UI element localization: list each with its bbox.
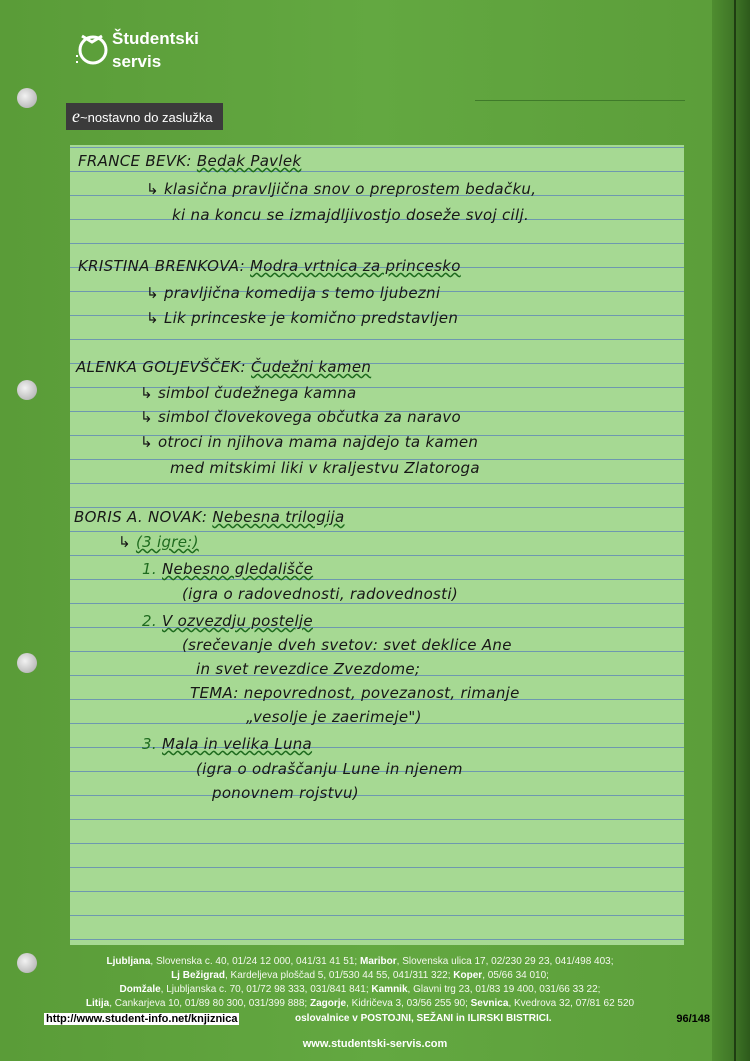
offices-note: oslovalnice v POSTOJNI, SEŽANI in ILIRSKI BISTRICI. <box>295 1013 552 1024</box>
paper-rule <box>70 483 684 484</box>
address-line: Domžale, Ljubljanska c. 70, 01/72 98 333, 031/841 841; Kamnik, Glavni trg 23, 01/83 19 400, 031/66 33 22; <box>119 984 601 995</box>
paper-rule <box>70 819 684 820</box>
work-title: Čudežni kamen <box>250 358 372 376</box>
note-line: ↳ simbol človekovega občutka za naravo <box>140 408 462 426</box>
note-line <box>190 684 520 702</box>
note-line: (igra o radovednosti, radovednosti) <box>182 585 458 603</box>
tagline-e: e <box>72 106 80 126</box>
tagline-text: ~nostavno do zaslužka <box>80 110 213 125</box>
note-line: ↳ pravljična komedija s temo ljubezni <box>146 284 441 302</box>
paper-rule <box>70 795 684 796</box>
punch-hole <box>17 653 37 673</box>
item-number: 2. <box>142 612 157 630</box>
note-text: otroci in njihova mama najdejo ta kamen <box>157 433 479 451</box>
work-title: Bedak Pavlek <box>196 152 302 170</box>
list-item <box>142 735 312 753</box>
paper-rule <box>70 171 684 172</box>
item-number: 3. <box>142 735 157 753</box>
address-line: Ljubljana, Slovenska c. 40, 01/24 12 000, 041/31 41 51; Maribor, Slovenska ulica 17, 02/230 29 23, 041/498 403; <box>106 956 614 967</box>
list-item <box>142 612 313 630</box>
source-link[interactable]: http://www.student-info.net/knjiznica <box>46 1013 238 1025</box>
note-line: (srečevanje dveh svetov: svet deklice Ane <box>182 636 512 654</box>
logo-text-line2: servis <box>112 52 162 71</box>
paper-rule <box>70 867 684 868</box>
logo-text-line1: Študentski <box>112 29 199 48</box>
note-text: pravljična komedija s temo ljubezni <box>163 284 441 302</box>
item-title: V ozvezdju postelje <box>162 612 313 630</box>
work-title: Nebesna trilogija <box>212 508 345 526</box>
paper-rule <box>70 843 684 844</box>
note-line: med mitskimi liki v kraljestvu Zlatoroga <box>170 459 480 477</box>
punch-hole <box>17 380 37 400</box>
note-text: klasična pravljična snov o preprostem bedačku, <box>163 180 537 198</box>
theme-label: TEMA: <box>190 684 239 702</box>
item-title: Nebesno gledališče <box>162 560 314 578</box>
website-link[interactable]: www.studentski-servis.com <box>302 1038 448 1050</box>
note-line: (igra o odraščanju Lune in njenem <box>196 760 463 778</box>
note-line: ↳ klasična pravljična snov o preprostem bedačku, <box>146 180 537 198</box>
address-line: Litija, Cankarjeva 10, 01/89 80 300, 031/399 888; Zagorje, Kidričeva 3, 03/56 255 90; Sevnica, Kvedrova 32, 07/81 62 520 <box>85 998 635 1009</box>
paper-rule <box>70 339 684 340</box>
item-title: Mala in velika Luna <box>162 735 313 753</box>
note-line: in svet revezdice Zvezdome; <box>196 660 421 678</box>
section-title-goljevscek <box>76 358 371 376</box>
note-line: ponovnem rojstvu) <box>212 784 359 802</box>
note-text: simbol čudežnega kamna <box>157 384 357 402</box>
paper-rule <box>70 939 684 940</box>
page-number: 96/148 <box>676 1013 710 1025</box>
note-line: „vesolje je zaerimeje") <box>246 708 422 726</box>
tagline <box>66 103 223 130</box>
section-title-novak <box>74 508 345 526</box>
note-line: ki na koncu se izmajdljivostjo doseže svoj cilj. <box>172 206 530 224</box>
address-line: Lj Bežigrad, Kardeljeva ploščad 5, 01/530 44 55, 041/311 322; Koper, 05/66 34 010; <box>171 970 549 981</box>
note-line: ↳ simbol čudežnega kamna <box>140 384 357 402</box>
author-name: ALENKA GOLJEVŠČEK: <box>76 358 246 376</box>
punch-hole <box>17 953 37 973</box>
logo-mark-icon <box>76 26 110 78</box>
note-text: simbol človekovega občutka za naravo <box>157 408 462 426</box>
header-line <box>475 100 685 101</box>
paper-rule <box>70 147 684 148</box>
binder-edge <box>712 0 750 1061</box>
list-item <box>142 560 313 578</box>
author-name: KRISTINA BRENKOVA: <box>78 257 245 275</box>
note-line: ↳ otroci in njihova mama najdejo ta kamen <box>140 433 479 451</box>
paper-rule <box>70 531 684 532</box>
paper-rule <box>70 555 684 556</box>
author-name: FRANCE BEVK: <box>78 152 192 170</box>
studentski-servis-logo <box>60 20 240 90</box>
paper-rule <box>70 603 684 604</box>
paper-rule <box>70 579 684 580</box>
section-title-bevk <box>78 152 301 170</box>
office-addresses <box>40 955 680 1011</box>
note-text: nepovrednost, povezanost, rimanje <box>243 684 520 702</box>
paper-rule <box>70 915 684 916</box>
work-title: Modra vrtnica za princesko <box>250 257 461 275</box>
footer-url-row <box>40 1013 710 1029</box>
item-number: 1. <box>142 560 157 578</box>
note-line: ↳ (3 igre:) <box>118 533 199 551</box>
paper-rule <box>70 243 684 244</box>
section-title-brenkova <box>78 257 461 275</box>
note-line: ↳ Lik princeske je komično predstavljen <box>146 309 459 327</box>
paper-rule <box>70 891 684 892</box>
binder-edge-line <box>734 0 736 1061</box>
note-text: Lik princeske je komično predstavljen <box>163 309 459 327</box>
note-text: (3 igre:) <box>135 533 199 551</box>
punch-hole <box>17 88 37 108</box>
author-name: BORIS A. NOVAK: <box>74 508 208 526</box>
